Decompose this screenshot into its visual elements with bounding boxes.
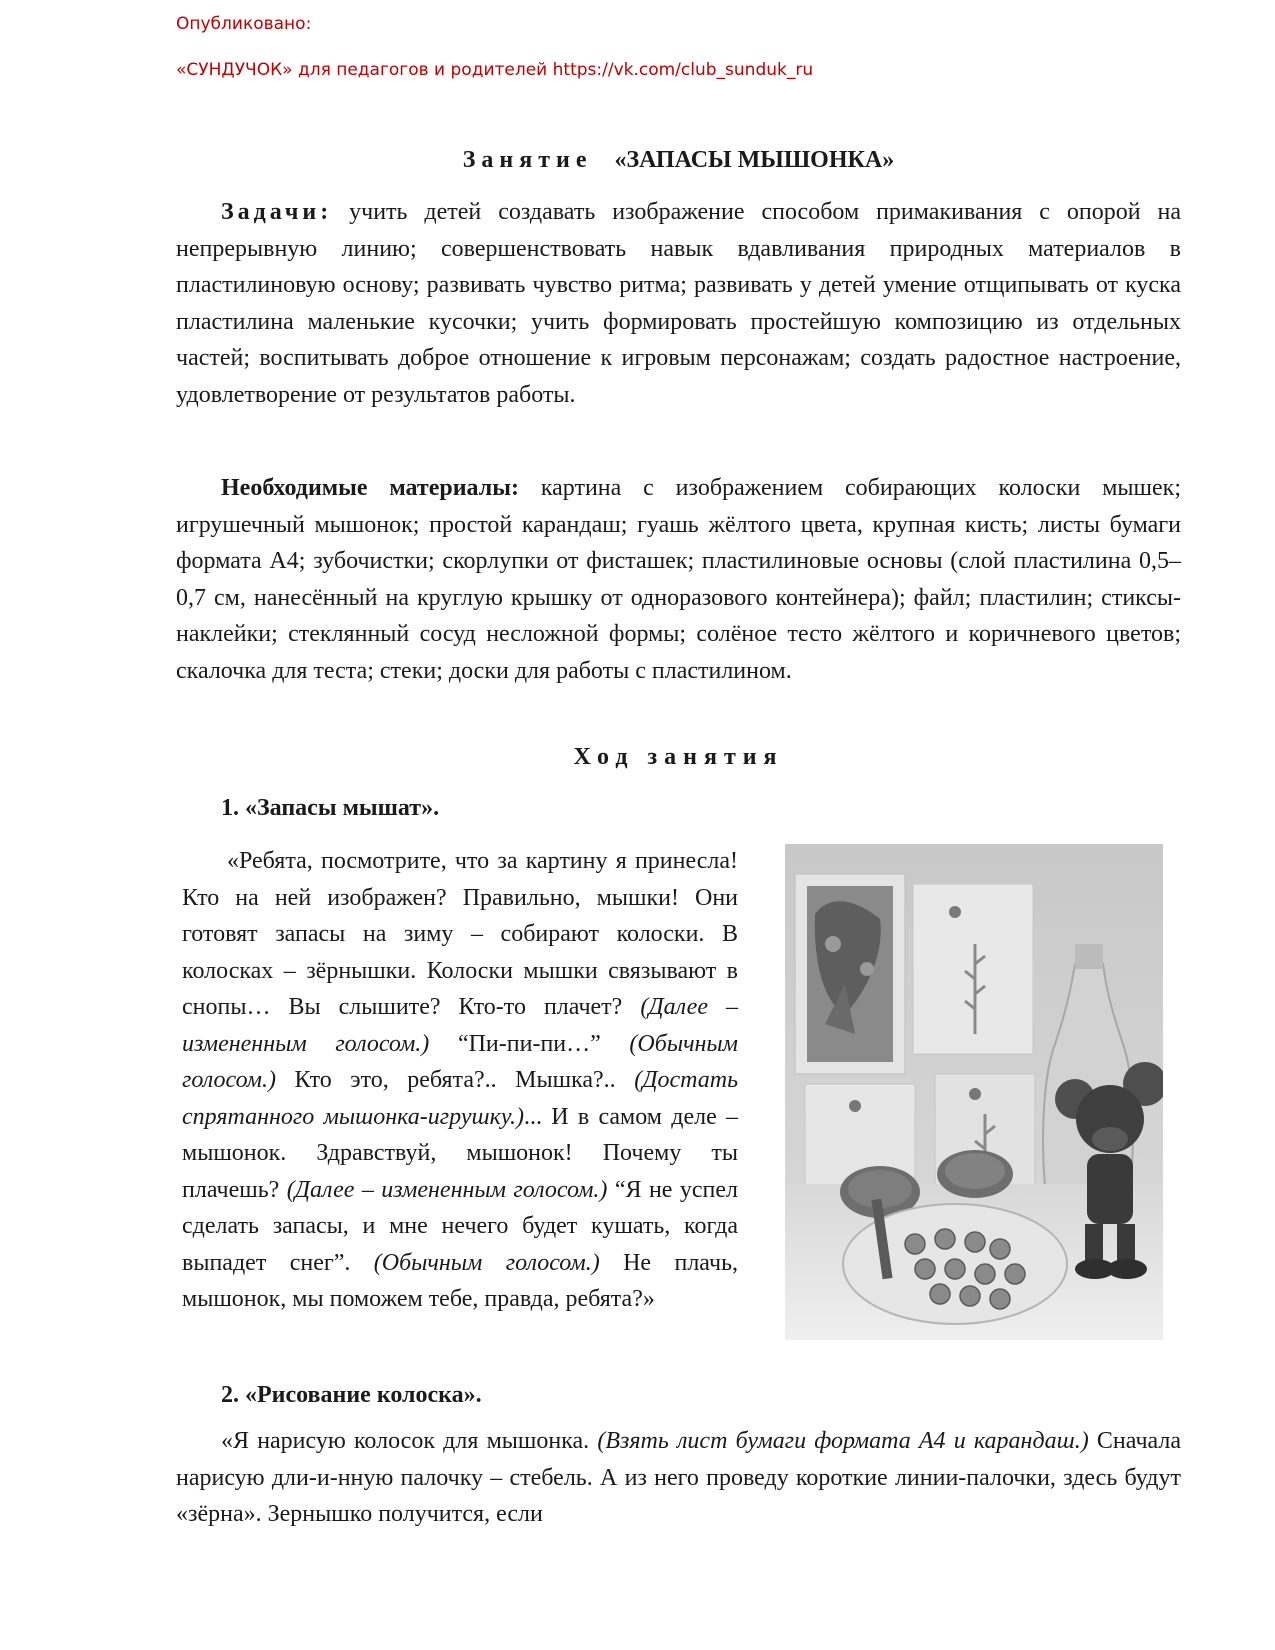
step1-text-part: «Ребята, посмотрите, что за картину я принесла! Кто на ней изображен? Правильно, мышки! Они готовят запасы на зиму – собирают колоски. В колосках – зёрнышки. Колоски мышки связывают в снопы… Вы слышите? Кто-то плачет? bbox=[182, 848, 738, 1020]
stage-direction: (Достать спрятанного мышонка-игрушку.) bbox=[182, 1067, 738, 1130]
stage-direction: (Далее – измененным голосом.) bbox=[286, 1176, 608, 1203]
tasks-text: учить детей создавать изображение способом примакивания с опорой на непрерывную линию; совершенствовать навык вдавливания природных материалов в пластилиновую основу; развивать чувство ритма; развивать у детей умение отщипывать от куска пластилина маленькие кусочки; учить формировать простейшую композицию из отдельных частей; воспитывать доброе отношение к игровым персонажам; создать радостное настроение, удовлетворение от результатов работы. bbox=[176, 199, 1181, 408]
step2-text-part: Сначала нарисую дли-и-нную палочку – стебель. А из него проведу короткие линии-палочки, здесь будут «зёрна». Зернышко получится, если bbox=[176, 1428, 1182, 1527]
title-name: «ЗАПАСЫ МЫШОНКА» bbox=[614, 147, 895, 173]
step1-text bbox=[182, 843, 738, 1318]
materials-label: Необходимые материалы: bbox=[221, 475, 519, 501]
step2-heading: 2. «Рисование колоска». bbox=[221, 1382, 482, 1408]
step2-text-part: «Я нарисую колосок для мышонка. bbox=[221, 1428, 598, 1454]
course-title: Ход занятия bbox=[573, 744, 784, 770]
title-prefix: Занятие bbox=[462, 147, 593, 173]
source-line: «СУНДУЧОК» для педагогов и родителей https://vk.com/club_sunduk_ru bbox=[176, 60, 814, 80]
step1-text-part: ... И в самом деле – мышонок. Здравствуй, мышонок! Почему ты плачешь? bbox=[182, 1103, 739, 1203]
step1-text-part: Не плачь, мышонок, мы поможем тебе, правда, ребята?» bbox=[182, 1249, 739, 1312]
craft-photo bbox=[785, 844, 1163, 1340]
step1-text-part: Кто это, ребята?.. Мышка?.. bbox=[275, 1067, 635, 1093]
published-label: Опубликовано: bbox=[176, 14, 312, 34]
tasks-label: Задачи: bbox=[221, 199, 333, 225]
step2-text bbox=[176, 1423, 1181, 1533]
page-title bbox=[176, 147, 1181, 174]
tasks-paragraph bbox=[176, 194, 1181, 413]
step1-text-part: “Пи-пи-пи…” bbox=[429, 1030, 630, 1057]
step1-text-part: “Я не успел сделать запасы, и мне нечего будет кушать, когда выпадет снег”. bbox=[182, 1176, 739, 1276]
step1-heading: 1. «Запасы мышат». bbox=[221, 795, 440, 821]
materials-paragraph bbox=[176, 470, 1181, 689]
craft-photo-illustration bbox=[785, 844, 1163, 1340]
stage-direction: (Взять лист бумаги формата А4 и карандаш.) bbox=[597, 1428, 1089, 1454]
materials-text: картина с изображением собирающих колоски мышек; игрушечный мышонок; простой карандаш; гуашь жёлтого цвета, крупная кисть; листы бумаги формата А4; зубочистки; скорлупки от фисташек; пластилиновые основы (слой пластилина 0,5–0,7 см, нанесённый на круглую крышку от одноразового контейнера); файл; пластилин; стиксы-наклейки; стеклянный сосуд несложной формы; солёное тесто жёлтого и коричневого цветов; скалочка для теста; стеки; доски для работы с пластилином. bbox=[176, 475, 1181, 684]
stage-direction: (Обычным голосом.) bbox=[182, 1030, 738, 1093]
stage-direction: (Далее – измененным голосом.) bbox=[182, 994, 738, 1057]
stage-direction: (Обычным голосом.) bbox=[373, 1249, 600, 1276]
